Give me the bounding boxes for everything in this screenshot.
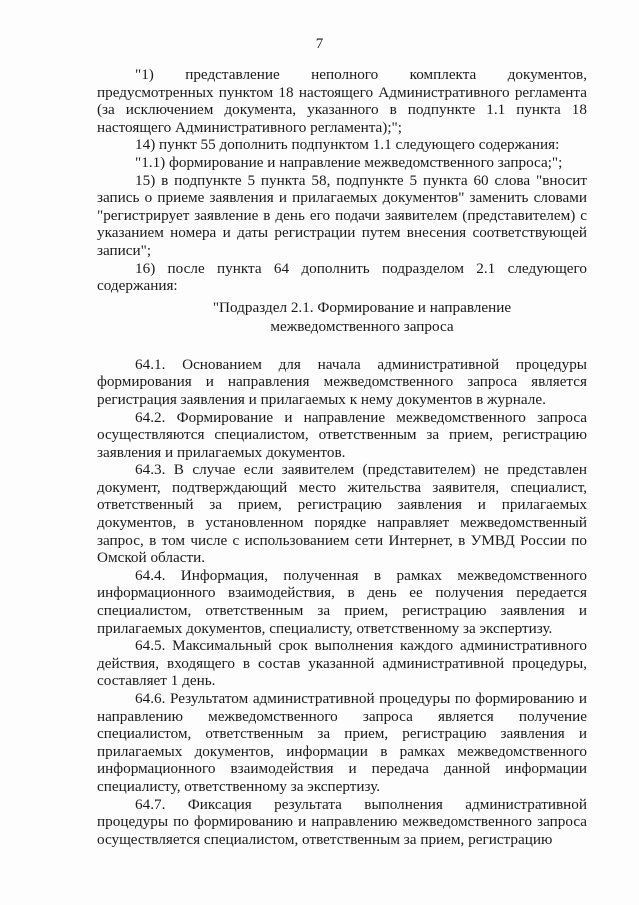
subsection-heading-line-1: "Подраздел 2.1. Формирование и направление: [212, 298, 512, 316]
paragraph-64-6: 64.6. Результатом административной процедуры по формированию и направлению межведомственного запроса является получение специалистом, ответственным за прием, регистрацию заявления и прилагаемых документов, информации в рамках межведомственного информационного взаимодействия и передача данной информации специалисту, ответственному за экспертизу.: [97, 690, 587, 795]
paragraph-item-16: 16) после пункта 64 дополнить подразделом 2.1 следующего содержания:: [97, 259, 587, 295]
paragraph-64-3: 64.3. В случае если заявителем (представителем) не представлен документ, подтверждающий место жительства заявителя, специалист, ответственный за прием, регистрацию заявления и прилагаемых документов, в установленном порядке направляет межведомственный запрос, в том числе с использованием сети Интернет, в УМВД России по Омской области.: [97, 461, 587, 567]
paragraph-item-14: 14) пункт 55 дополнить подпунктом 1.1 следующего содержания:: [135, 136, 560, 154]
paragraph-64-4: 64.4. Информация, полученная в рамках межведомственного информационного взаимодействия, в день ее получения передается специалистом, ответственным за прием, регистрацию заявления и прилагаемых документов, специалисту, ответственному за экспертизу.: [97, 566, 587, 637]
heading-spacer: [97, 336, 587, 356]
paragraph-64-2: 64.2. Формирование и направление межведомственного запроса осуществляются специалистом, ответственным за прием, регистрацию заявления и прилагаемых документов.: [97, 408, 587, 461]
subsection-heading: [97, 298, 587, 336]
document-body: [97, 66, 587, 848]
paragraph-64-7: 64.7. Фиксация результата выполнения административной процедуры по формированию и направлению межведомственного запроса осуществляется специалистом, ответственным за прием, регистрацию: [97, 795, 587, 848]
paragraph-item-1-rejection-reason: "1) представление неполного комплекта документов, предусмотренных пунктом 18 настоящего Административного регламента (за исключением документа, указанного в подпункте 1.1 пункта 18 настоящего Административного регламента);";: [97, 66, 587, 136]
paragraph-64-1: 64.1. Основанием для начала административной процедуры формирования и направления межведомственного запроса является регистрация заявления и прилагаемых к нему документов в журнале.: [97, 355, 587, 408]
paragraph-item-15: 15) в подпункте 5 пункта 58, подпункте 5 пункта 60 слова "вносит запись о приеме заявления и прилагаемых документов" заменить словами "регистрирует заявление в день его подачи заявителем (представителем) с указанием номера и даты регистрации путем внесения соответствующей записи";: [97, 171, 587, 259]
paragraph-item-1-1-quote: "1.1) формирование и направление межведомственного запроса;";: [135, 153, 563, 171]
paragraph-64-5: 64.5. Максимальный срок выполнения каждого административного действия, входящего в состав указанной административной процедуры, составляет 1 день.: [97, 637, 587, 690]
page-number: 7: [315, 36, 324, 52]
subsection-heading-line-2: межведомственного запроса: [270, 317, 454, 335]
